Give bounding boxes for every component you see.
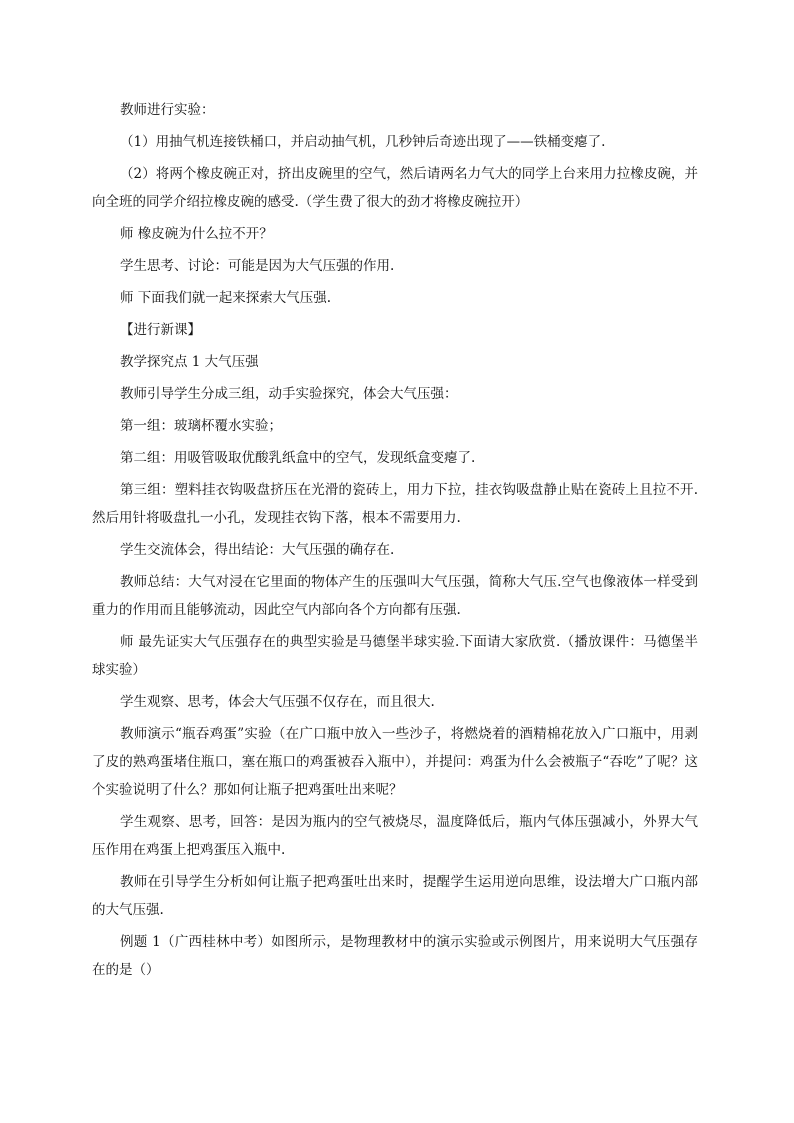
paragraph-step-1: （1）用抽气机连接铁桶口，并启动抽气机，几秒钟后奇迹出现了——铁桶变瘪了. — [120, 134, 606, 150]
paragraph-teacher-question: 师 橡皮碗为什么拉不开？ — [120, 226, 273, 242]
paragraph-group-1: 第一组：玻璃杯覆水实验； — [120, 418, 282, 434]
paragraph-magdeburg: 师 最先证实大气压强存在的典型实验是马德堡半球实验.下面请大家欣赏.（播放课件：马德堡半球实验） — [92, 634, 698, 678]
paragraph-student-answer: 学生观察、思考，回答：是因为瓶内的空气被烧尽，温度降低后，瓶内气体压强减小，外界大气压作用在鸡蛋上把鸡蛋压入瓶中. — [92, 814, 698, 858]
paragraph-group-2: 第二组：用吸管吸取优酸乳纸盒中的空气，发现纸盒变瘪了. — [120, 450, 476, 466]
paragraph-student-conclusion: 学生交流体会，得出结论：大气压强的确存在. — [120, 542, 395, 558]
paragraph-student-observe: 学生观察、思考，体会大气压强不仅存在，而且很大. — [120, 694, 435, 710]
paragraph-teacher-summary: 教师总结：大气对浸在它里面的物体产生的压强叫大气压强，简称大气压.空气也像液体一样受到重力的作用而且能够流动，因此空气内部向各个方向都有压强. — [92, 574, 698, 618]
paragraph-reverse-thinking: 教师在引导学生分析如何让瓶子把鸡蛋吐出来时，提醒学生运用逆向思维，设法增大广口瓶内部的大气压强. — [92, 874, 698, 918]
paragraph-example-1: 例题 1（广西桂林中考）如图所示，是物理教材中的演示实验或示例图片，用来说明大气压强存在的是（） — [92, 934, 698, 978]
paragraph-step-2: （2）将两个橡皮碗正对，挤出皮碗里的空气，然后请两名力气大的同学上台来用力拉橡皮碗，并向全班的同学介绍拉橡皮碗的感受.（学生费了很大的劲才将橡皮碗拉开） — [92, 166, 698, 210]
paragraph-teacher-experiment: 教师进行实验： — [120, 102, 215, 118]
paragraph-egg-demo: 教师演示“瓶吞鸡蛋”实验（在广口瓶中放入一些沙子，将燃烧着的酒精棉花放入广口瓶中，用剥了皮的熟鸡蛋堵住瓶口，塞在瓶口的鸡蛋被吞入瓶中），并提问：鸡蛋为什么会被瓶子“吞吃”了呢？这个实验说明了什么？那如何让瓶子把鸡蛋吐出来呢？ — [92, 726, 698, 798]
section-heading-inquiry-1: 教学探究点 1 大气压强 — [120, 354, 259, 370]
paragraph-groups-intro: 教师引导学生分成三组，动手实验探究，体会大气压强： — [120, 386, 458, 402]
paragraph-student-discussion: 学生思考、讨论：可能是因为大气压强的作用. — [120, 258, 395, 274]
document-body — [92, 96, 698, 988]
paragraph-teacher-explore: 师 下面我们就一起来探索大气压强. — [120, 290, 332, 306]
section-heading-new-lesson: 【进行新课】 — [120, 322, 201, 338]
paragraph-group-3: 第三组：塑料挂衣钩吸盘挤压在光滑的瓷砖上，用力下拉，挂衣钩吸盘静止贴在瓷砖上且拉不开.然后用针将吸盘扎一小孔，发现挂衣钩下落，根本不需要用力. — [92, 482, 698, 526]
